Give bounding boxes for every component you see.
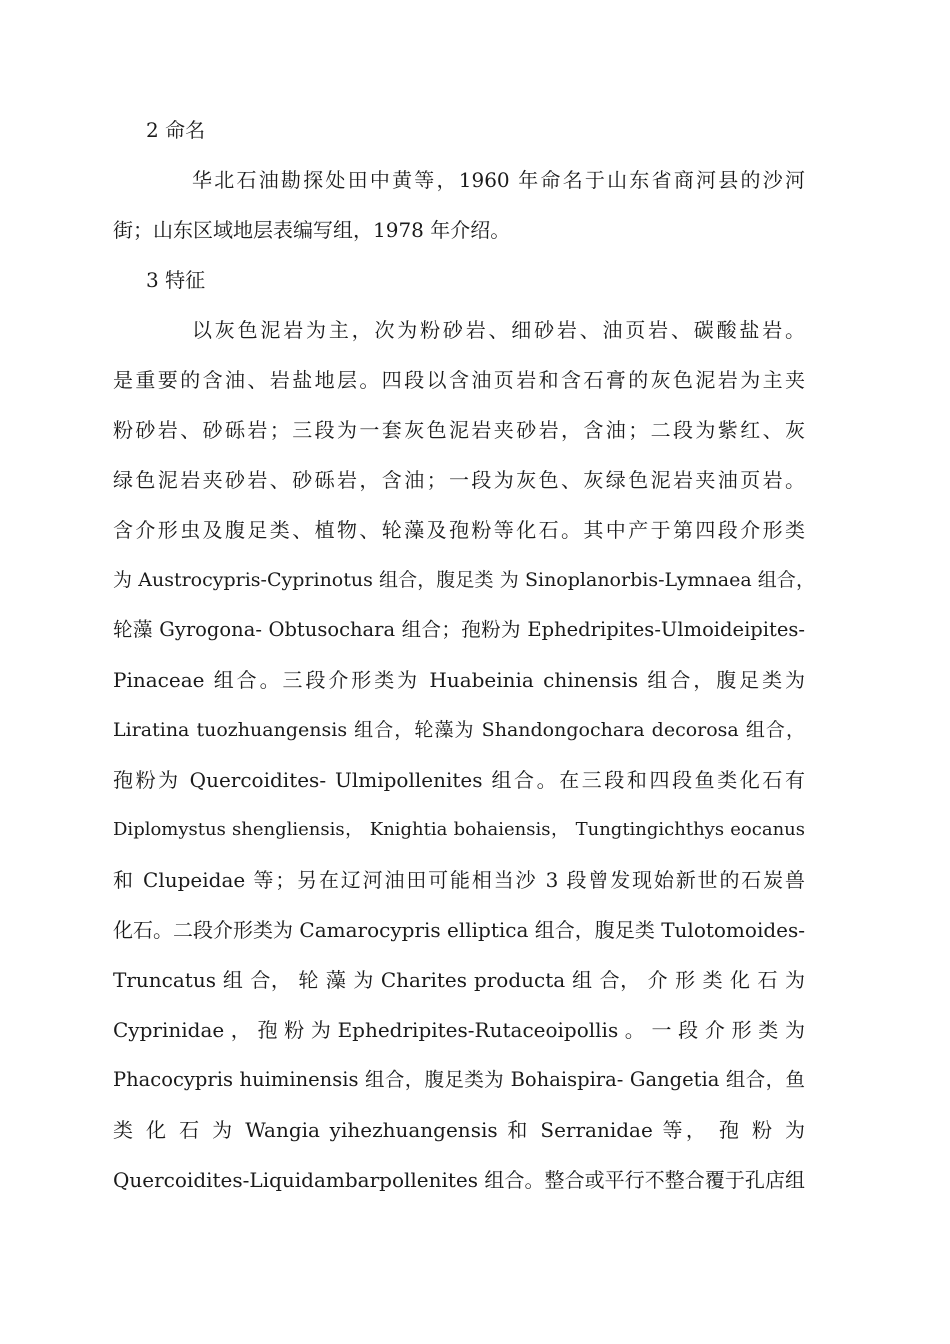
- paragraph-line: 含介形虫及腹足类、植物、轮藻及孢粉等化石。其中产于第四段介形类: [113, 518, 805, 542]
- paragraph-line: 粉砂岩、砂砾岩；三段为一套灰色泥岩夹砂岩，含油；二段为紫红、灰: [113, 418, 805, 442]
- section-heading-features: 3 特征: [146, 268, 206, 292]
- paragraph-line: 孢粉为 Quercoidites- Ulmipollenites 组合。在三段和四段鱼类化石有: [113, 768, 805, 792]
- paragraph-line: Liratina tuozhuangensis 组合，轮藻为 Shandongochara decorosa 组合，: [113, 719, 805, 741]
- paragraph-line: 为 Austrocypris-Cyprinotus 组合，腹足类 为 Sinoplanorbis-Lymnaea 组合，: [113, 569, 815, 591]
- section-heading-naming: 2 命名: [146, 118, 206, 142]
- paragraph-line: 街；山东区域地层表编写组，1978 年介绍。: [113, 218, 511, 242]
- paragraph-line: 和 Clupeidae 等；另在辽河油田可能相当沙 3 段曾发现始新世的石炭兽: [113, 868, 805, 892]
- paragraph-line: Truncatus 组 合， 轮 藻 为 Charites producta 组 合， 介 形 类 化 石 为: [113, 968, 805, 992]
- paragraph-line: 化石。二段介形类为 Camarocypris elliptica 组合，腹足类 Tulotomoides-: [113, 918, 805, 942]
- paragraph-line: Cyprinidae ， 孢 粉 为 Ephedripites-Rutaceoipollis 。 一 段 介 形 类 为: [113, 1018, 805, 1042]
- paragraph-line: 华北石油勘探处田中黄等，1960 年命名于山东省商河县的沙河: [192, 168, 805, 192]
- paragraph-line: Quercoidites-Liquidambarpollenites 组合。整合或平行不整合覆于孔店组: [113, 1168, 805, 1192]
- paragraph-line: 以灰色泥岩为主，次为粉砂岩、细砂岩、油页岩、碳酸盐岩。: [192, 318, 805, 342]
- paragraph-line: Phacocypris huiminensis 组合，腹足类为 Bohaispira- Gangetia 组合，鱼: [113, 1068, 805, 1091]
- paragraph-line: Diplomystus shengliensis， Knightia bohaiensis， Tungtingichthys eocanus: [113, 819, 805, 840]
- paragraph-line: 类 化 石 为 Wangia yihezhuangensis 和 Serranidae 等， 孢 粉 为: [113, 1118, 805, 1142]
- paragraph-line: 绿色泥岩夹砂岩、砂砾岩，含油；一段为灰色、灰绿色泥岩夹油页岩。: [113, 468, 805, 492]
- paragraph-line: 是重要的含油、岩盐地层。四段以含油页岩和含石膏的灰色泥岩为主夹: [113, 368, 805, 392]
- paragraph-line: Pinaceae 组合。三段介形类为 Huabeinia chinensis 组合，腹足类为: [113, 668, 805, 692]
- paragraph-line: 轮藻 Gyrogona- Obtusochara 组合；孢粉为 Ephedripites-Ulmoideipites-: [113, 618, 805, 641]
